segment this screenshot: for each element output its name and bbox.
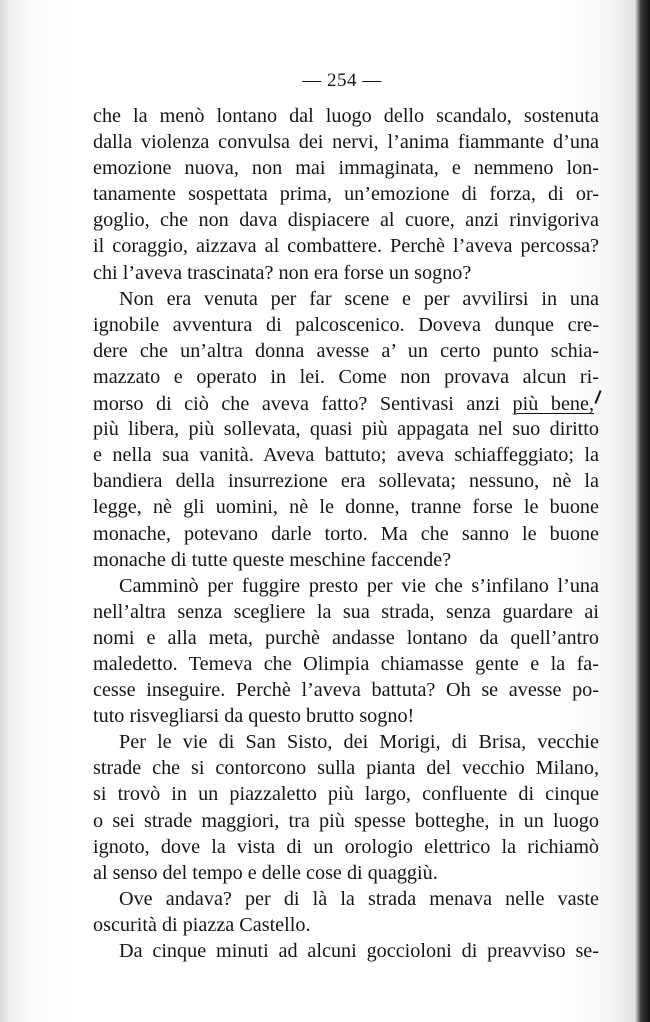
body-text [93, 103, 599, 964]
text-line: il coraggio, aizzava al combattere. Perchè l’aveva percossa? [93, 235, 599, 258]
text-line: oscurità di piazza Castello. [93, 913, 311, 936]
text-line: si trovò in un piazzaletto più largo, confluente di cinque [93, 783, 599, 806]
text-line: tanamente sospettata prima, un’emozione di forza, di or- [93, 183, 599, 206]
text-line: legge, nè gli uomini, nè le donne, tranne forse le buone [93, 496, 599, 519]
text-line: tuto risvegliarsi da questo brutto sogno! [93, 705, 415, 728]
text-line: o sei strade maggiori, tra più spesse botteghe, in un luogo [93, 809, 599, 832]
text-line: dalla violenza convulsa dei nervi, l’anima fiammante d’una [93, 131, 599, 154]
text-line: maledetto. Temeva che Olimpia chiamasse gente e la fa- [93, 652, 599, 675]
text-line: morso di ciò che aveva fatto? Sentivasi anzi più bene, [93, 390, 599, 416]
text-line: ignobile avventura di palcoscenico. Doveva dunque cre- [93, 313, 599, 336]
text-line: cesse inseguire. Perchè l’aveva battuta? Oh se avesse po- [93, 679, 599, 702]
text-line: chi l’aveva trascinata? non era forse un sogno? [93, 261, 472, 284]
text-line: Camminò per fuggire presto per vie che s’infilano l’una [119, 574, 599, 597]
text-line: nomi e alla meta, purchè andasse lontano da quell’antro [93, 626, 599, 649]
page-number: — 254 — [302, 70, 382, 91]
pencil-mark-icon [594, 390, 601, 404]
text-line: Non era venuta per far scene e per avvilirsi in una [119, 287, 599, 310]
text-line: Ove andava? per di là la strada menava nelle vaste [119, 887, 599, 910]
text-line: strade che si contorcono sulla pianta del vecchio Milano, [93, 757, 599, 780]
text-line: monache, potevano darle torto. Ma che sanno le buone [93, 522, 599, 545]
pencil-underline: più bene, [512, 393, 595, 416]
text-line: più libera, più sollevata, quasi più appagata nel suo diritto [93, 418, 599, 441]
text-line: monache di tutte queste meschine faccende? [93, 548, 452, 571]
text-line: al senso del tempo e delle cose di quaggiù. [93, 861, 438, 884]
text-line: che la menò lontano dal luogo dello scandalo, sostenuta [93, 105, 599, 127]
text-line: ignoto, dove la vista di un orologio elettrico la richiamò [93, 835, 599, 858]
text-line: Per le vie di San Sisto, dei Morigi, di Brisa, vecchie [119, 731, 599, 754]
text-line: e nella sua vanità. Aveva battuto; aveva schiaffeggiato; la [93, 444, 599, 467]
text-line: goglio, che non dava dispiacere al cuore, anzi rinvigoriva [93, 209, 599, 232]
text-line: bandiera della insurrezione era sollevata; nessuno, nè la [93, 470, 599, 493]
text-line: mazzato e operato in lei. Come non provava alcun ri- [93, 365, 599, 388]
text-line: Da cinque minuti ad alcuni goccioloni di preavviso se- [119, 940, 599, 962]
text-line: nell’altra senza scegliere la sua strada, senza guardare ai [93, 600, 599, 623]
text-line: dere che un’altra donna avesse a’ un certo punto schia- [93, 339, 599, 362]
text-line: emozione nuova, non mai immaginata, e nemmeno lon- [93, 157, 599, 180]
